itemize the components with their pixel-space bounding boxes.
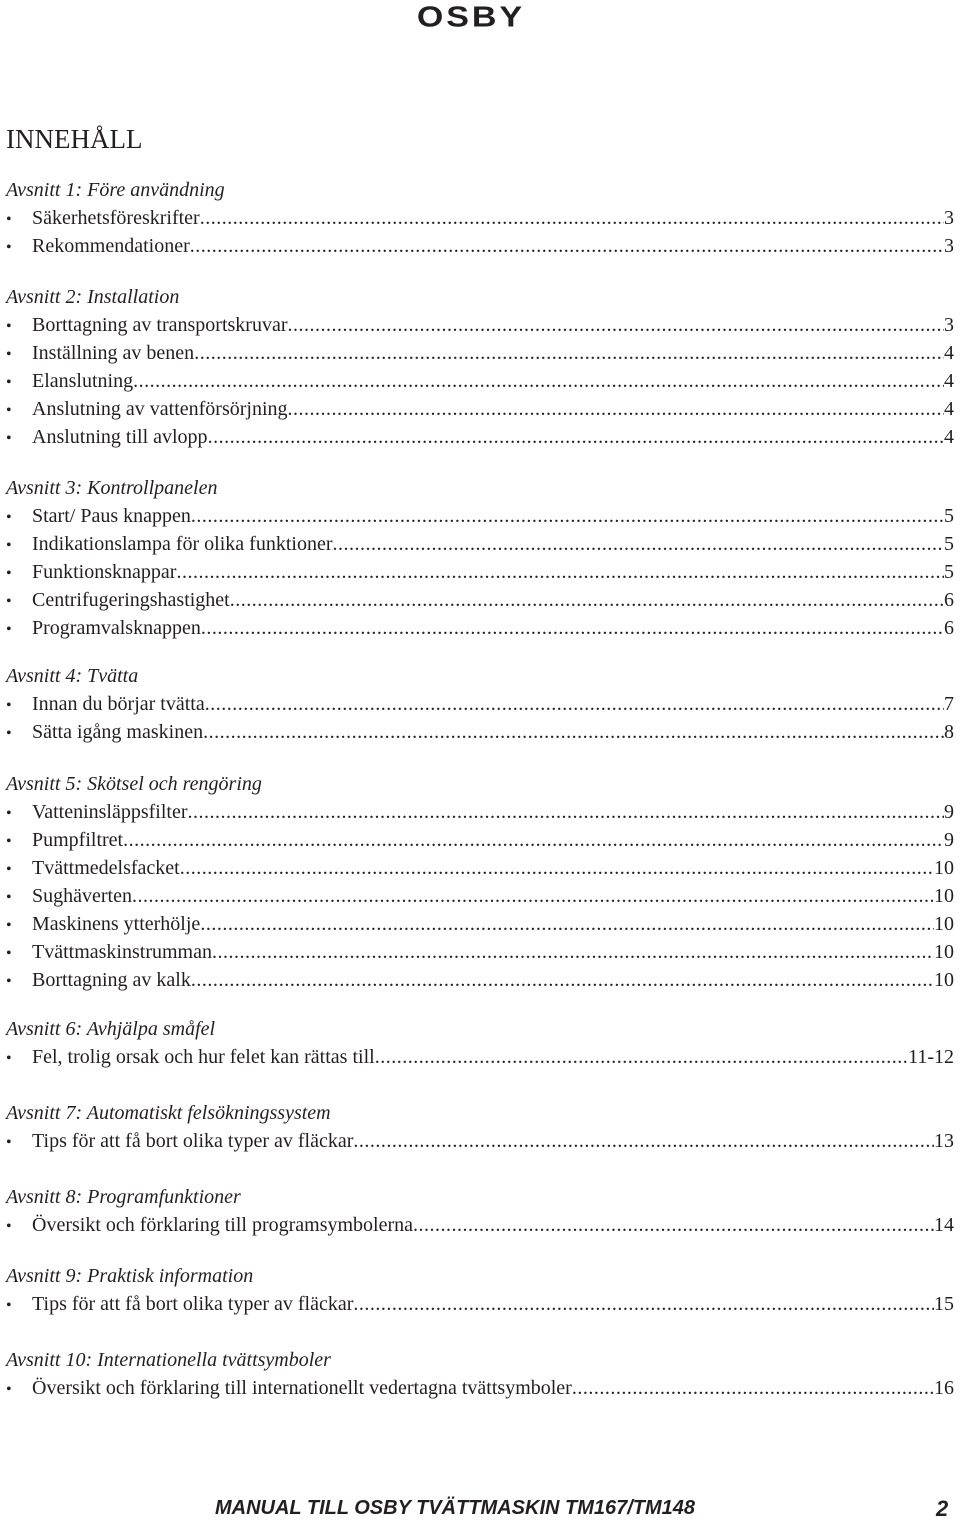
footer-title: MANUAL TILL OSBY TVÄTTMASKIN TM167/TM148 xyxy=(215,1497,696,1519)
toc-entry-title: Sätta igång maskinen xyxy=(32,721,204,743)
toc-entry[interactable] xyxy=(6,798,954,826)
bullet-icon: • xyxy=(6,1050,12,1067)
toc-entry[interactable] xyxy=(6,1374,954,1402)
bullet-icon: • xyxy=(6,374,12,391)
bullet-icon: • xyxy=(6,889,12,906)
toc-entry-page: 8 xyxy=(944,721,954,743)
toc-entry[interactable] xyxy=(6,966,954,994)
dot-leader xyxy=(188,798,944,826)
toc-entry-title: Programvalsknappen xyxy=(32,617,201,639)
toc-entry-page: 11-12 xyxy=(908,1046,954,1068)
dot-leader xyxy=(572,1374,934,1402)
toc-entry-page: 6 xyxy=(944,589,954,611)
toc-entry-title: Funktionsknappar xyxy=(32,561,177,583)
dot-leader xyxy=(288,395,944,423)
toc-entry-title: Rekommendationer xyxy=(32,235,190,257)
toc-entry-title: Maskinens ytterhölje xyxy=(32,913,201,935)
toc-entry-page: 3 xyxy=(944,207,954,229)
section-heading: Avsnitt 5: Skötsel och rengöring xyxy=(6,773,262,795)
toc-entry[interactable] xyxy=(6,204,954,232)
bullet-icon: • xyxy=(6,1381,12,1398)
bullet-icon: • xyxy=(6,565,12,582)
toc-entry-page: 7 xyxy=(944,693,954,715)
toc-entry-title: Tips för att få bort olika typer av fläckar xyxy=(32,1293,354,1315)
toc-entry-page: 3 xyxy=(944,235,954,257)
toc-entry-page: 4 xyxy=(944,398,954,420)
bullet-icon: • xyxy=(6,346,12,363)
toc-entry[interactable] xyxy=(6,311,954,339)
bullet-icon: • xyxy=(6,430,12,447)
toc-entry-page: 16 xyxy=(934,1377,954,1399)
toc-entry-title: Borttagning av transportskruvar xyxy=(32,314,288,336)
dot-leader xyxy=(288,311,945,339)
toc-entry-title: Sughäverten xyxy=(32,885,132,907)
toc-entry-page: 10 xyxy=(934,969,954,991)
toc-entry-title: Pumpfiltret xyxy=(32,829,124,851)
bullet-icon: • xyxy=(6,211,12,228)
toc-entry-title: Anslutning till avlopp xyxy=(32,426,208,448)
bullet-icon: • xyxy=(6,833,12,850)
toc-entry[interactable] xyxy=(6,938,954,966)
bullet-icon: • xyxy=(6,805,12,822)
page-number: 2 xyxy=(936,1496,949,1521)
dot-leader xyxy=(353,1127,934,1155)
toc-entry[interactable] xyxy=(6,882,954,910)
toc-entry[interactable] xyxy=(6,502,954,530)
toc-entry-title: Start/ Paus knappen xyxy=(32,505,191,527)
toc-entry-page: 9 xyxy=(944,829,954,851)
svg-text:OSBY: OSBY xyxy=(416,0,526,33)
toc-entry-page: 10 xyxy=(934,885,954,907)
dot-leader xyxy=(203,718,944,746)
toc-entry-title: Tvättmedelsfacket xyxy=(32,857,180,879)
toc-entry-page: 6 xyxy=(944,617,954,639)
toc-entry-title: Tips för att få bort olika typer av fläckar xyxy=(32,1130,354,1152)
section-heading: Avsnitt 7: Automatiskt felsökningssystem xyxy=(6,1102,331,1124)
toc-entry-title: Indikationslampa för olika funktioner xyxy=(32,533,333,555)
toc-entry-page: 10 xyxy=(934,941,954,963)
toc-entry-page: 5 xyxy=(944,533,954,555)
dot-leader xyxy=(413,1211,934,1239)
toc-entry[interactable] xyxy=(6,395,954,423)
toc-entry-page: 10 xyxy=(934,913,954,935)
toc-entry[interactable] xyxy=(6,1290,954,1318)
toc-entry-title: Tvättmaskinstrumman xyxy=(32,941,212,963)
dot-leader xyxy=(176,558,944,586)
toc-entry-page: 3 xyxy=(944,314,954,336)
toc-entry-title: Elanslutning xyxy=(32,370,134,392)
toc-entry-title: Anslutning av vattenförsörjning xyxy=(32,398,288,420)
toc-entry-title: Centrifugeringshastighet xyxy=(32,589,230,611)
dot-leader xyxy=(212,938,934,966)
toc-entry-page: 13 xyxy=(934,1130,954,1152)
dot-leader xyxy=(132,882,934,910)
dot-leader xyxy=(200,204,944,232)
bullet-icon: • xyxy=(6,1134,12,1151)
bullet-icon: • xyxy=(6,318,12,335)
bullet-icon: • xyxy=(6,537,12,554)
toc-entry[interactable] xyxy=(6,367,954,395)
toc-entry[interactable] xyxy=(6,614,954,642)
toc-entry[interactable] xyxy=(6,910,954,938)
toc-entry-page: 9 xyxy=(944,801,954,823)
toc-entry-title: Innan du börjar tvätta xyxy=(32,693,205,715)
section-heading: Avsnitt 10: Internationella tvättsymboler xyxy=(6,1349,331,1371)
toc-entry[interactable] xyxy=(6,690,954,718)
toc-entry-page: 5 xyxy=(944,505,954,527)
toc-entry[interactable] xyxy=(6,1211,954,1239)
dot-leader xyxy=(133,367,944,395)
bullet-icon: • xyxy=(6,402,12,419)
toc-entry-title: Vatteninsläppsfilter xyxy=(32,801,188,823)
toc-entry[interactable] xyxy=(6,826,954,854)
toc-entry-title: Översikt och förklaring till programsymbolerna xyxy=(32,1214,414,1236)
toc-entry-page: 4 xyxy=(944,426,954,448)
bullet-icon: • xyxy=(6,861,12,878)
bullet-icon: • xyxy=(6,945,12,962)
toc-entry-page: 5 xyxy=(944,561,954,583)
toc-entry[interactable] xyxy=(6,854,954,882)
section-heading: Avsnitt 3: Kontrollpanelen xyxy=(6,477,218,499)
toc-entry-title: Säkerhetsföreskrifter xyxy=(32,207,200,229)
toc-entry-page: 14 xyxy=(934,1214,954,1236)
section-heading: Avsnitt 6: Avhjälpa småfel xyxy=(6,1018,216,1040)
toc-entry[interactable] xyxy=(6,339,954,367)
toc-entry-title: Fel, trolig orsak och hur felet kan rättas till xyxy=(32,1046,375,1068)
dot-leader xyxy=(180,854,934,882)
toc-entry[interactable] xyxy=(6,232,954,260)
bullet-icon: • xyxy=(6,1297,12,1314)
toc-entry-page: 15 xyxy=(934,1293,954,1315)
section-heading: Avsnitt 8: Programfunktioner xyxy=(6,1186,241,1208)
dot-leader xyxy=(191,502,944,530)
section-heading: Avsnitt 4: Tvätta xyxy=(6,665,139,687)
toc-entry-page: 10 xyxy=(934,857,954,879)
bullet-icon: • xyxy=(6,239,12,256)
dot-leader xyxy=(208,423,944,451)
dot-leader xyxy=(190,232,944,260)
page-title: INNEHÅLL xyxy=(6,124,143,154)
toc-entry-page: 4 xyxy=(944,342,954,364)
dot-leader xyxy=(194,339,944,367)
dot-leader xyxy=(353,1290,934,1318)
toc-entry-title: Inställning av benen xyxy=(32,342,195,364)
toc-entry[interactable] xyxy=(6,530,954,558)
section-heading: Avsnitt 1: Före användning xyxy=(6,179,225,201)
bullet-icon: • xyxy=(6,917,12,934)
bullet-icon: • xyxy=(6,509,12,526)
dot-leader xyxy=(123,826,944,854)
toc-entry[interactable] xyxy=(6,718,954,746)
toc-entry[interactable] xyxy=(6,1043,954,1071)
toc-entry-title: Borttagning av kalk xyxy=(32,969,191,991)
bullet-icon: • xyxy=(6,593,12,610)
bullet-icon: • xyxy=(6,1218,12,1235)
dot-leader xyxy=(201,614,944,642)
toc-entry-page: 4 xyxy=(944,370,954,392)
bullet-icon: • xyxy=(6,725,12,742)
toc-entry[interactable] xyxy=(6,423,954,451)
toc-entry[interactable] xyxy=(6,586,954,614)
dot-leader xyxy=(200,910,934,938)
section-heading: Avsnitt 9: Praktisk information xyxy=(6,1265,254,1287)
toc-entry[interactable] xyxy=(6,1127,954,1155)
bullet-icon: • xyxy=(6,697,12,714)
dot-leader xyxy=(205,690,944,718)
toc-entry-title: Översikt och förklaring till internationellt vedertagna tvättsymboler xyxy=(32,1377,572,1399)
dot-leader xyxy=(191,966,934,994)
bullet-icon: • xyxy=(6,621,12,638)
dot-leader xyxy=(332,530,944,558)
section-heading: Avsnitt 2: Installation xyxy=(6,286,180,308)
bullet-icon: • xyxy=(6,973,12,990)
toc-entry[interactable] xyxy=(6,558,954,586)
dot-leader xyxy=(375,1043,908,1071)
dot-leader xyxy=(230,586,944,614)
